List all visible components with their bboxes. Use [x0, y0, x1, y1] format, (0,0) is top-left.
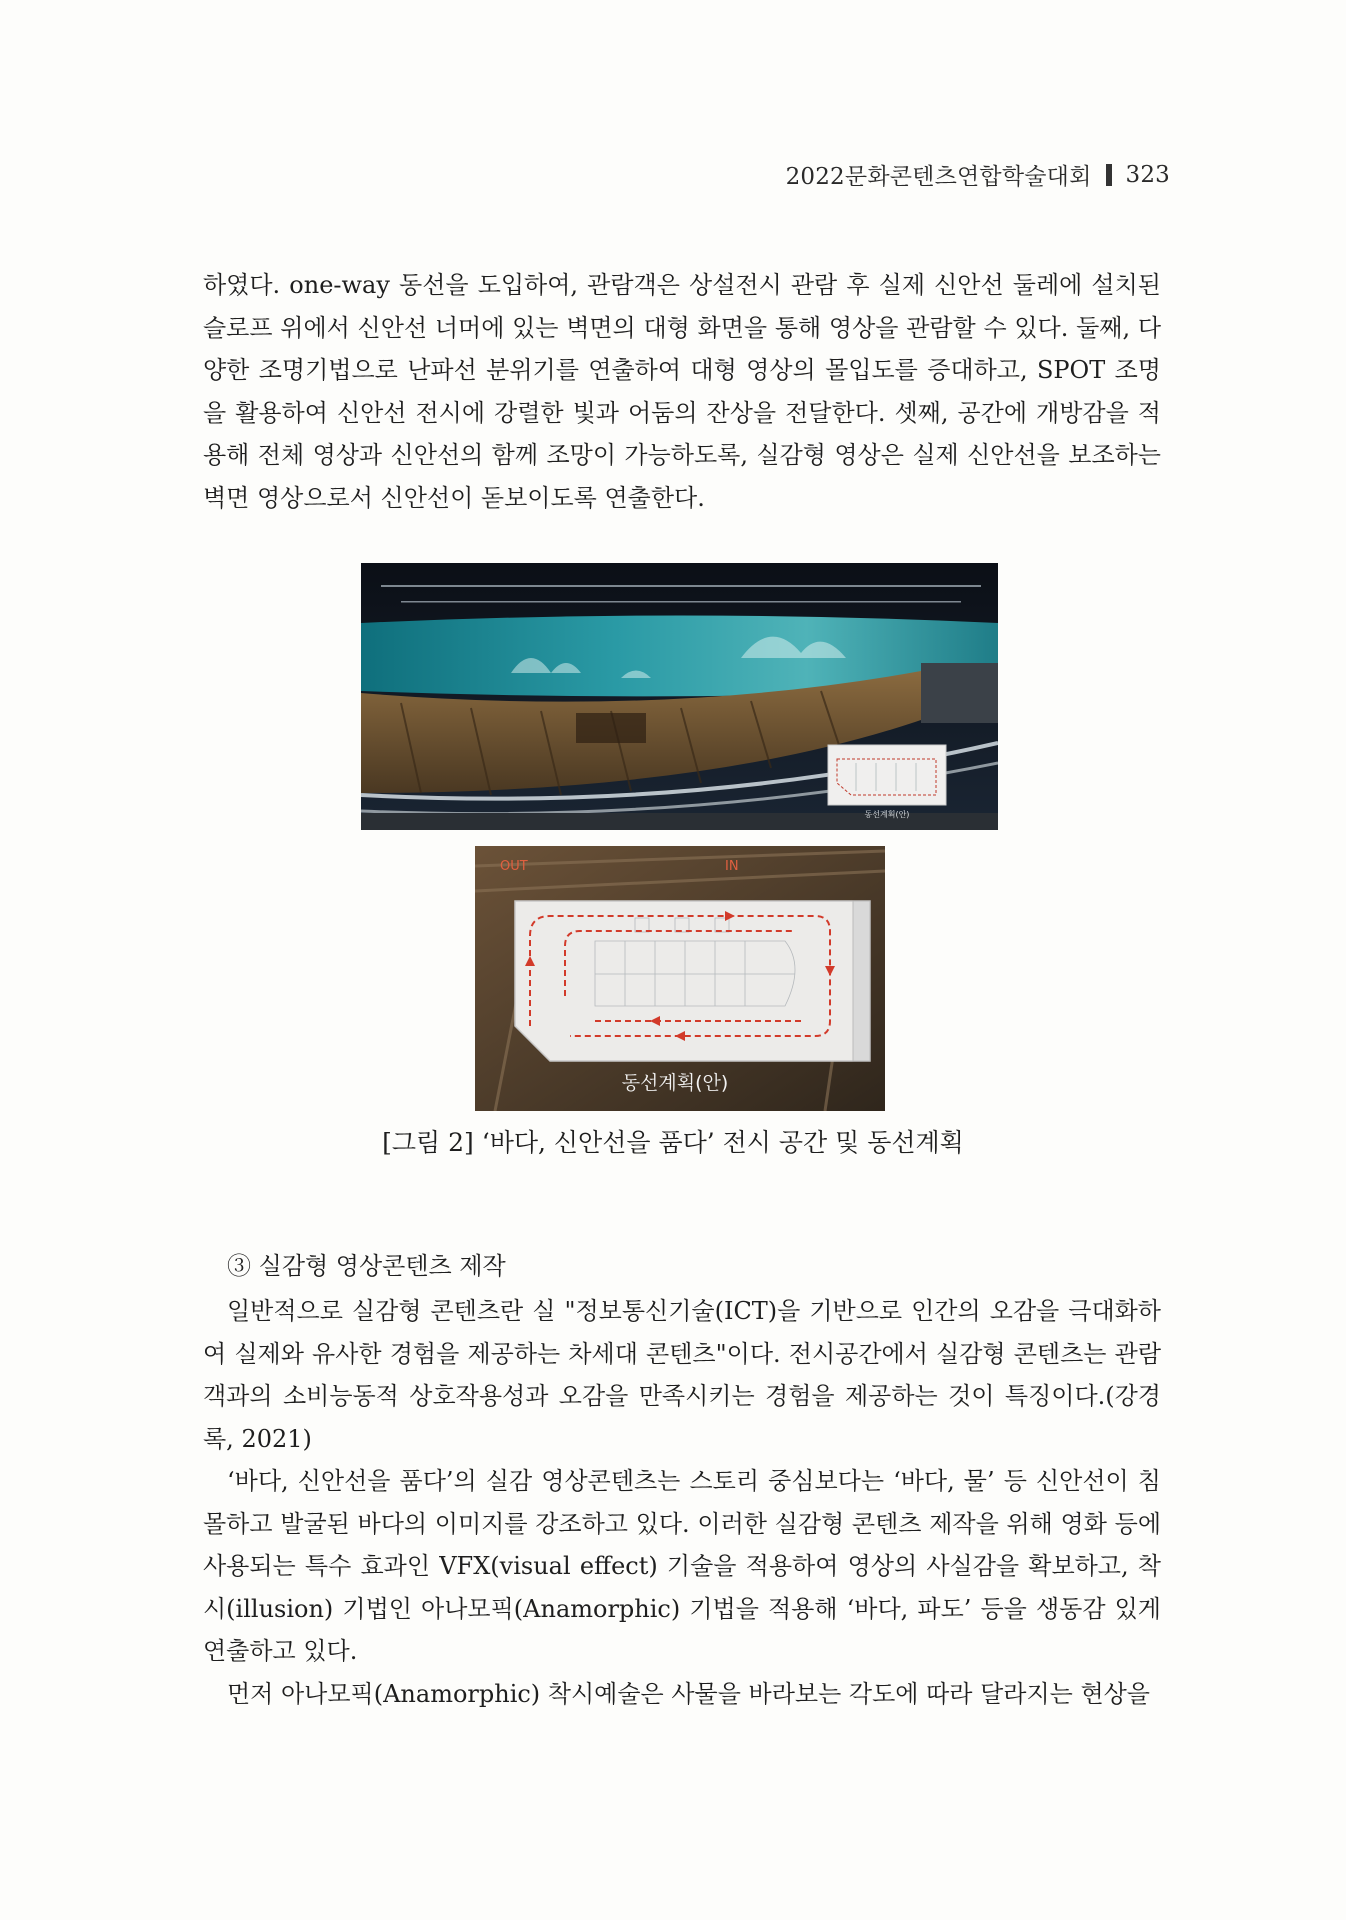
exhibition-photo — [361, 563, 998, 830]
header-separator — [1106, 164, 1112, 186]
running-header — [786, 158, 1170, 191]
conference-title: 2022문화콘텐츠연합학술대회 — [785, 164, 1092, 190]
page-number: 323 — [1125, 161, 1170, 188]
figure-caption: [그림 2] ‘바다, 신안선을 품다’ 전시 공간 및 동선계획 — [382, 1128, 964, 1157]
plan-title: 동선계획(안) — [621, 1072, 729, 1094]
body-paragraph-4: 먼저 아나모픽(Anamorphic) 착시예술은 사물을 바라보는 각도에 따라 달라지는 현상을 — [227, 1679, 1150, 1708]
photo-inset-label: 동선계획(안) — [864, 810, 910, 819]
body-paragraph-3: ‘바다, 신안선을 품다’의 실감 영상콘텐츠는 스토리 중심보다는 ‘바다, 물’ 등 신안선이 침몰하고 발굴된 바다의 이미지를 강조하고 있다. 이러한 실감형 콘텐츠 제작을 위해 영화 등에 사용되는 특수 효과인 VFX(visual effect) 기술을 적용하여 영상의 사실감을 확보하고, 착시(illusion) 기법인 아나모픽(Anamorphic) 기법을 적용해 ‘바다, 파도’ 등을 생동감 있게 연출하고 있다. — [203, 1467, 1161, 1665]
section-heading: ③ 실감형 영상콘텐츠 제작 — [227, 1252, 506, 1280]
circulation-plan-image — [475, 846, 885, 1111]
plan-in-label: IN — [725, 859, 739, 874]
body-section — [203, 1290, 1161, 1715]
plan-out-label: OUT — [500, 859, 528, 874]
body-paragraph-2: 일반적으로 실감형 콘텐츠란 실 "정보통신기술(ICT)을 기반으로 인간의 오감을 극대화하여 실제와 유사한 경험을 제공하는 차세대 콘텐츠"이다. 전시공간에서 실감형 콘텐츠는 관람객과의 소비능동적 상호작용성과 오감을 만족시키는 경험을 제공하는 것이 특징이다.(강경록, 2021) — [203, 1297, 1161, 1453]
body-paragraph-1: 하였다. one-way 동선을 도입하여, 관람객은 상설전시 관람 후 실제 신안선 둘레에 설치된 슬로프 위에서 신안선 너머에 있는 벽면의 대형 화면을 통해 영상을 관람할 수 있다. 둘째, 다양한 조명기법으로 난파선 분위기를 연출하여 대형 영상의 몰입도를 증대하고, SPOT 조명을 활용하여 신안선 전시에 강렬한 빛과 어둠의 잔상을 전달한다. 셋째, 공간에 개방감을 적용해 전체 영상과 신안선의 함께 조망이 가능하도록, 실감형 영상은 실제 신안선을 보조하는 벽면 영상으로서 신안선이 돋보이도록 연출한다. — [203, 271, 1161, 512]
